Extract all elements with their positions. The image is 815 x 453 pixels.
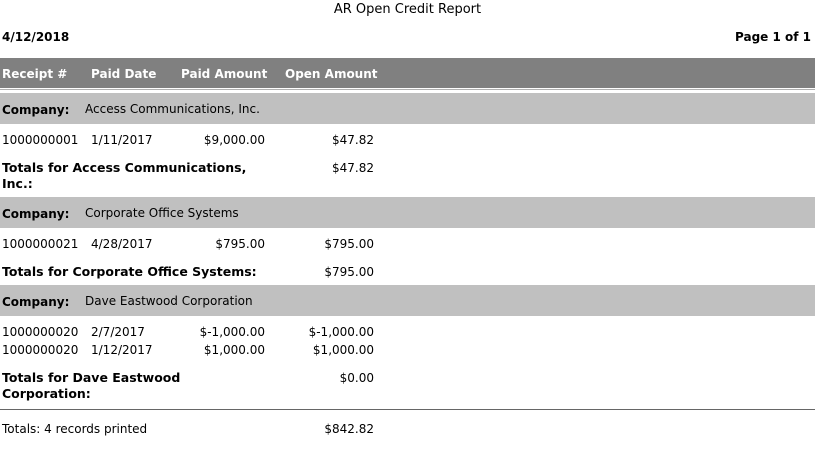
open-amount-cell: $1,000.00 (312, 343, 374, 357)
open-amount-cell: $795.00 (324, 237, 374, 251)
company-label: Company: (2, 207, 70, 221)
group-total-value: $0.00 (339, 371, 374, 385)
paid-date-cell: 4/28/2017 (91, 237, 153, 251)
company-name: Dave Eastwood Corporation (85, 294, 253, 308)
paid-amount-cell: $795.00 (215, 237, 265, 251)
company-bar (0, 93, 815, 124)
bottom-divider (0, 409, 815, 410)
report-date: 4/12/2018 (2, 30, 70, 44)
paid-date-cell: 1/12/2017 (91, 343, 153, 357)
company-bar (0, 197, 815, 228)
company-name: Corporate Office Systems (85, 206, 239, 220)
column-header-open-amount: Open Amount (285, 67, 378, 81)
column-header-paid-amount: Paid Amount (181, 67, 268, 81)
company-name: Access Communications, Inc. (85, 102, 260, 116)
open-amount-cell: $-1,000.00 (308, 325, 374, 339)
header-divider (0, 89, 815, 90)
paid-date-cell: 1/11/2017 (91, 133, 153, 147)
company-bar (0, 285, 815, 316)
paid-amount-cell: $1,000.00 (203, 343, 265, 357)
report-title: AR Open Credit Report (333, 2, 482, 17)
group-total-value: $795.00 (324, 265, 374, 279)
grand-total-label: Totals: 4 records printed (2, 422, 148, 436)
receipt-cell: 1000000020 (2, 343, 79, 357)
group-total-label: Totals for Corporate Office Systems: (2, 264, 257, 279)
receipt-cell: 1000000021 (2, 237, 79, 251)
open-amount-cell: $47.82 (332, 133, 374, 147)
column-header-bar (0, 58, 815, 88)
paid-date-cell: 2/7/2017 (91, 325, 145, 339)
page-indicator: Page 1 of 1 (735, 30, 811, 44)
group-total-value: $47.82 (332, 161, 374, 175)
company-label: Company: (2, 295, 70, 309)
grand-total-value: $842.82 (324, 422, 374, 436)
column-header-receipt: Receipt # (2, 67, 68, 81)
group-total-label: Totals for Dave Eastwood Corporation: (2, 370, 181, 401)
paid-amount-cell: $9,000.00 (203, 133, 265, 147)
company-label: Company: (2, 103, 70, 117)
column-header-paid-date: Paid Date (91, 67, 157, 81)
receipt-cell: 1000000020 (2, 325, 79, 339)
group-total-label: Totals for Access Communications, Inc.: (2, 160, 247, 191)
paid-amount-cell: $-1,000.00 (199, 325, 265, 339)
receipt-cell: 1000000001 (2, 133, 79, 147)
